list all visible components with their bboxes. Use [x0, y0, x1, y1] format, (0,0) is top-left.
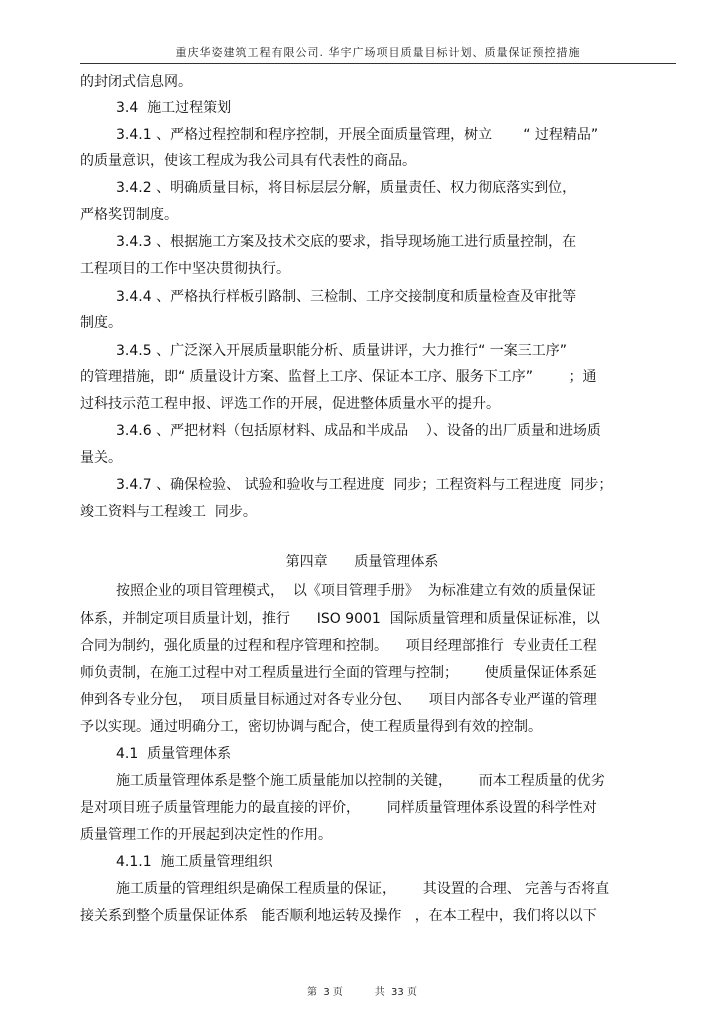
text-line: 施工质量管理体系是整个施工质量能加以控制的关键， 而本工程质量的优劣 [116, 773, 605, 789]
text-line: 的管理措施，即“ 质量设计方案、监督上工序、保证本工序、服务下工序” ；通 [80, 369, 597, 385]
section-heading: 4.1.1 施工质量管理组织 [116, 854, 273, 870]
text-line: 是对项目班子质量管理能力的最直接的评价， 同样质量管理体系设置的科学性对 [80, 800, 597, 816]
text-line: 体系，并制定项目质量计划，推行 ISO 9001 国际质量管理和质量保证标准，以 [80, 611, 600, 627]
text-line: 严格奖罚制度。 [80, 207, 178, 223]
text-line: 制度。 [80, 315, 122, 331]
text-line: 接关系到整个质量保证体系 能否顺利地运转及操作 ，在本工程中，我们将以以下 [80, 908, 597, 924]
text-line: 的封闭式信息网。 [80, 74, 192, 90]
page-footer: 第 3 页 共 33 页 [307, 987, 417, 998]
text-line: 的质量意识，使该工程成为我公司具有代表性的商品。 [80, 153, 416, 169]
section-heading: 4.1 质量管理体系 [116, 746, 232, 762]
text-line: 3.4.7 、确保检验、 试验和验收与工程进度 同步；工程资料与工程进度 同步； [116, 477, 613, 493]
text-line: 工程项目的工作中坚决贯彻执行。 [80, 261, 290, 277]
page-header: 重庆华姿建筑工程有限公司. 华宇广场项目质量目标计划、质量保证预控措施 [175, 46, 581, 59]
text-line: 施工质量的管理组织是确保工程质量的保证， 其设置的合理、 完善与否将直 [116, 881, 610, 897]
text-line: 伸到各专业分包， 项目质量目标通过对各专业分包、 项目内部各专业严谨的管理 [80, 692, 597, 708]
text-line: 过科技示范工程申报、评选工作的开展，促进整体质量水平的提升。 [80, 396, 500, 412]
text-line: 按照企业的项目管理模式， 以《项目管理手册》 为标准建立有效的质量保证 [116, 583, 596, 599]
chapter-heading: 第四章 质量管理体系 [285, 554, 439, 570]
text-line: 师负责制，在施工过程中对工程质量进行全面的管理与控制； 使质量保证体系延 [80, 665, 597, 681]
text-line: 予以实现。通过明确分工，密切协调与配合，使工程质量得到有效的控制。 [80, 719, 542, 735]
text-line: 3.4.6 、严把材料（包括原材料、成品和半成品 ）、设备的出厂质量和进场质 [116, 423, 601, 439]
text-line: 质量管理工作的开展起到决定性的作用。 [80, 827, 332, 843]
text-line: 合同为制约，强化质量的过程和程序管理和控制。 项目经理部推行 专业责任工程 [80, 638, 597, 654]
text-line: 3.4.3 、根据施工方案及技术交底的要求，指导现场施工进行质量控制，在 [116, 234, 577, 250]
text-line: 3.4.5 、广泛深入开展质量职能分析、质量讲评，大力推行“ 一案三工序” [116, 343, 568, 359]
section-heading: 3.4 施工过程策划 [116, 100, 232, 116]
header-divider [80, 63, 676, 64]
text-line: 3.4.2 、明确质量目标，将目标层层分解，质量责任、权力彻底落实到位， [116, 180, 577, 196]
text-line: 量关。 [80, 450, 122, 466]
text-line: 3.4.4 、严格执行样板引路制、三检制、工序交接制度和质量检查及审批等 [116, 289, 577, 305]
text-line: 3.4.1 、严格过程控制和程序控制，开展全面质量管理，树立 “ 过程精品” [116, 127, 599, 143]
text-line: 竣工资料与工程竣工 同步。 [80, 504, 257, 520]
